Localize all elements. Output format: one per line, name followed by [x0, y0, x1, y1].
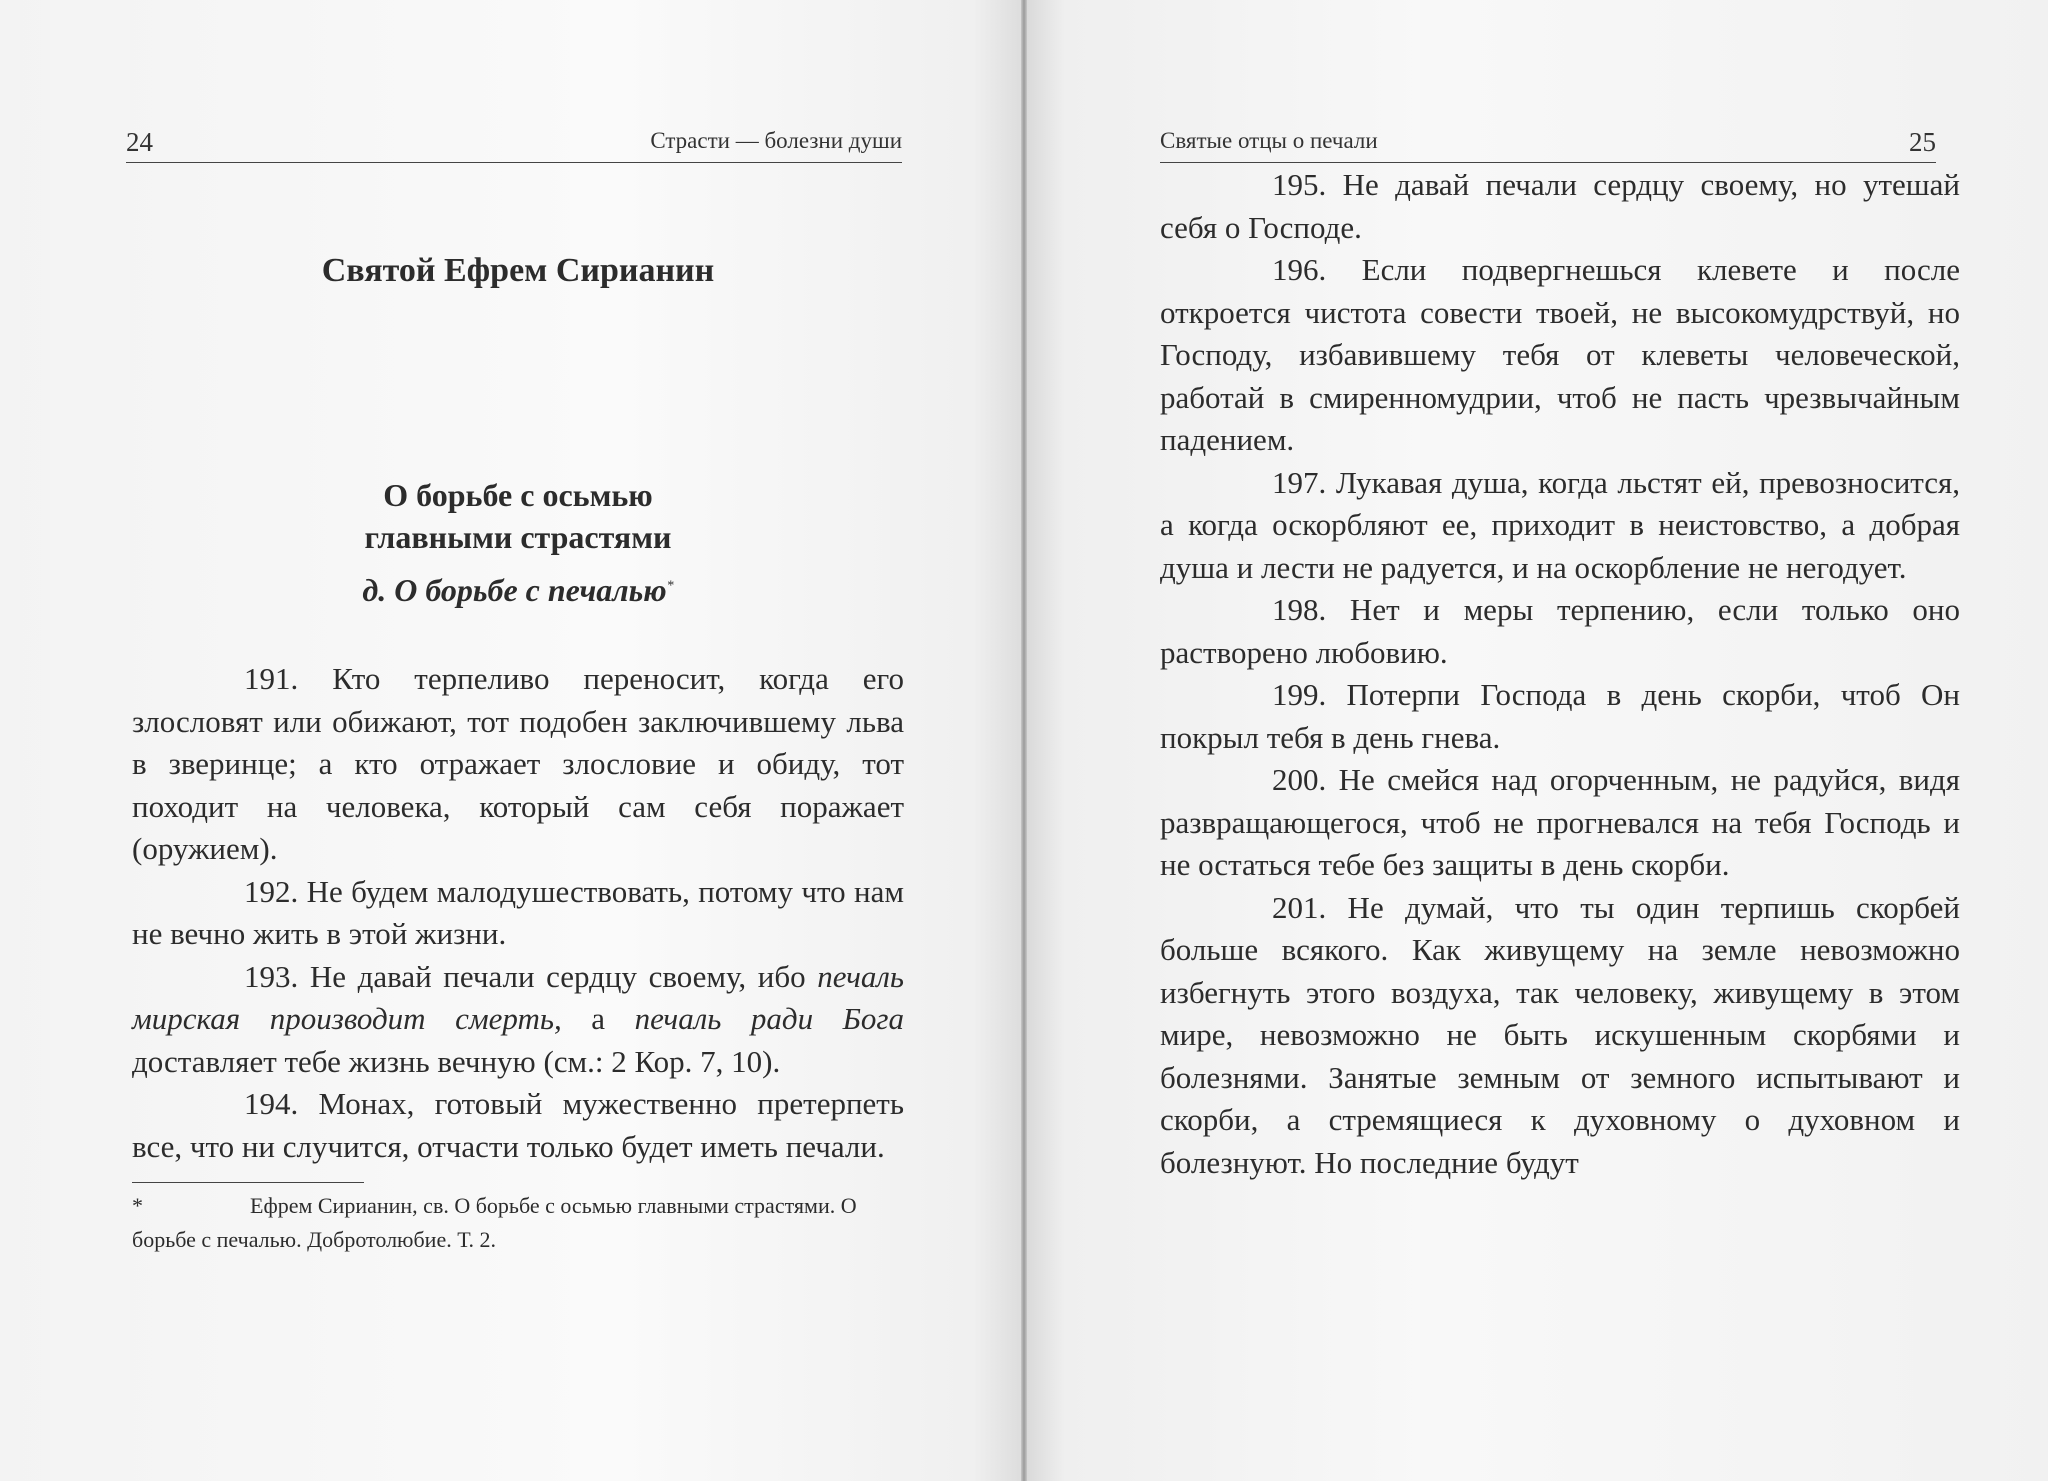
chapter-title-text: д. О борьбе с печалью: [362, 572, 667, 608]
left-page-header: [126, 118, 902, 163]
paragraph-text: а: [561, 1001, 635, 1036]
paragraph: 200. Не смейся над огорченным, не радуйся, видя развращающегося, чтоб не прогневался на тебя Господь и не остаться тебе без защиты в день скорби.: [1160, 762, 1960, 882]
paragraph: 195. Не давай печали сердцу своему, но утешай себя о Господе.: [1160, 167, 1960, 245]
running-head: Святые отцы о печали: [1160, 128, 1378, 153]
italic-quote: печаль мирская производит смерть,: [132, 958, 904, 1036]
footnote-rule: [132, 1182, 364, 1183]
treatise-title: [132, 474, 904, 558]
paragraph: 199. Потерпи Господа в день скорби, чтоб Он покрыл тебя в день гнева.: [1160, 677, 1960, 755]
paragraph-text: 193. Не давай печали сердцу своему, ибо: [244, 958, 818, 994]
chapter-title: [132, 572, 904, 618]
book-gutter: [1021, 0, 1027, 1481]
page-number: 24: [126, 127, 153, 157]
italic-quote: печаль ради Бога: [634, 1001, 904, 1036]
paragraph: [132, 956, 904, 1084]
treatise-title-line: главными страстями: [364, 519, 672, 555]
right-page: [1024, 0, 2048, 1481]
right-page-content: [1160, 164, 1960, 1184]
paragraph: 201. Не думай, что ты один терпишь скорбей больше всякого. Как живущему на земле невозможно избегнуть этого воздуха, так человеку, живущему в этом мире, невозможно не быть искушенным скорбями и болезнями. Занятые земным от земного испытывают и скорби, а стремящиеся к духовному о духовном и болезнуют. Но последние будут: [1160, 889, 1960, 1180]
paragraph: 198. Нет и меры терпению, если только оно растворено любовию.: [1160, 592, 1960, 670]
footnote-mark: *: [132, 1193, 143, 1218]
footnote-reference: *: [666, 578, 674, 594]
footnote: [132, 1189, 904, 1257]
paragraph: 196. Если подвергнешься клевете и после откроется чистота совести твоей, не высокомудрствуй, но Господу, избавившему тебя от клеветы человеческой, работай в смиренномудрии, чтоб не пасть чрезвычайным падением.: [1160, 252, 1960, 457]
paragraph: 197. Лукавая душа, когда льстят ей, превозносится, а когда оскорбляют ее, приходит в неистовство, а добрая душа и лести не радуется, и на оскорбление не негодует.: [1160, 464, 1960, 585]
paragraph-text: доставляет тебе жизнь вечную (см.: 2 Кор. 7, 10).: [132, 1043, 781, 1079]
running-head: Страсти — болезни души: [650, 128, 902, 153]
right-page-header: [1160, 118, 1936, 163]
page-number: 25: [1909, 127, 1936, 157]
left-page-body: [132, 658, 904, 1168]
paragraph: 191. Кто терпеливо переносит, когда его злословят или обижают, тот подобен заключившему льва в зверинце; а кто отражает злословие и обиду, тот походит на человека, который сам себя поражает (оружием).: [132, 661, 904, 866]
footnote-text: Ефрем Сирианин, св. О борьбе с осьмью главными страстями. О борьбе с печалью. Добротолюбие. Т. 2.: [132, 1193, 857, 1252]
treatise-title-line: О борьбе с осьмью: [383, 477, 653, 513]
paragraph: 192. Не будем малодушествовать, потому что нам не вечно жить в этой жизни.: [132, 873, 904, 951]
left-page-content: [132, 180, 904, 1257]
paragraph: 194. Монах, готовый мужественно претерпеть все, что ни случится, отчасти только будет иметь печали.: [132, 1086, 904, 1164]
author-title: Святой Ефрем Сирианин: [321, 252, 715, 289]
